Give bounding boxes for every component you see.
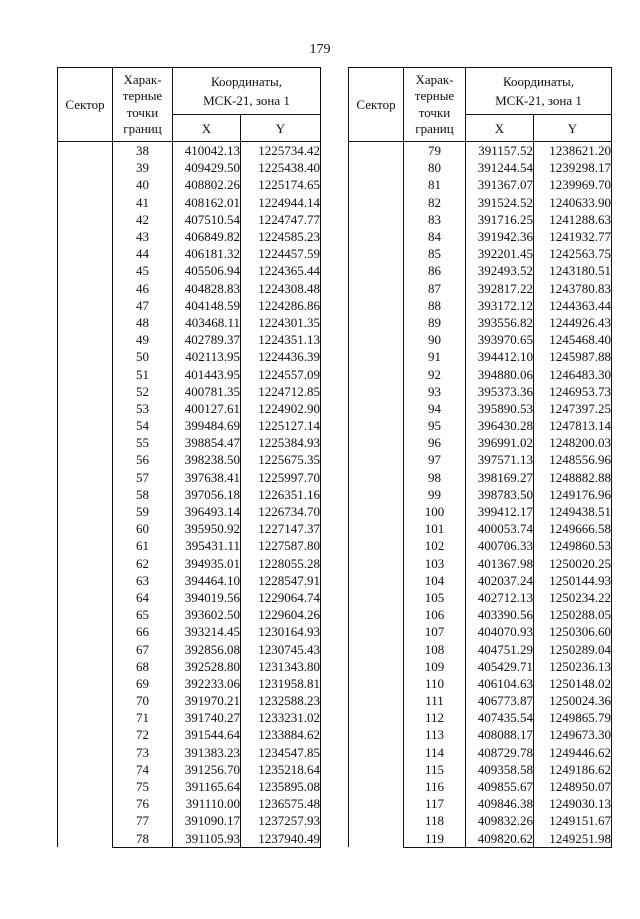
x-coordinate-cell: 409429.50	[173, 159, 241, 176]
y-coordinate-cell: 1224457.59	[241, 245, 321, 262]
y-coordinate-cell: 1226351.16	[241, 486, 321, 503]
point-number-cell: 46	[113, 280, 173, 297]
y-coordinate-cell: 1224308.48	[241, 280, 321, 297]
point-number-cell: 63	[113, 572, 173, 589]
point-number-cell: 95	[404, 417, 466, 434]
point-number-cell: 48	[113, 314, 173, 331]
x-coordinate-cell: 391157.52	[466, 142, 534, 160]
x-coordinate-cell: 398238.50	[173, 451, 241, 468]
point-number-cell: 116	[404, 778, 466, 795]
point-number-cell: 84	[404, 228, 466, 245]
y-coordinate-cell: 1224747.77	[241, 211, 321, 228]
point-number-cell: 118	[404, 812, 466, 829]
y-coordinate-cell: 1224902.90	[241, 400, 321, 417]
point-number-cell: 109	[404, 658, 466, 675]
x-coordinate-cell: 395373.36	[466, 383, 534, 400]
y-coordinate-cell: 1233884.62	[241, 726, 321, 743]
x-coordinate-cell: 397571.13	[466, 451, 534, 468]
point-number-cell: 104	[404, 572, 466, 589]
point-number-cell: 92	[404, 365, 466, 382]
point-number-cell: 91	[404, 348, 466, 365]
point-number-cell: 101	[404, 520, 466, 537]
y-coordinate-cell: 1249446.62	[534, 744, 612, 761]
x-coordinate-cell: 397056.18	[173, 486, 241, 503]
point-number-cell: 114	[404, 744, 466, 761]
x-coordinate-cell: 404751.29	[466, 640, 534, 657]
point-number-cell: 72	[113, 726, 173, 743]
point-number-cell: 87	[404, 280, 466, 297]
x-coordinate-cell: 396991.02	[466, 434, 534, 451]
point-number-cell: 70	[113, 692, 173, 709]
point-number-cell: 67	[113, 640, 173, 657]
x-coordinate-cell: 394935.01	[173, 555, 241, 572]
y-coordinate-cell: 1230745.43	[241, 640, 321, 657]
point-number-cell: 111	[404, 692, 466, 709]
y-coordinate-cell: 1224557.09	[241, 365, 321, 382]
y-coordinate-cell: 1225675.35	[241, 451, 321, 468]
point-number-cell: 77	[113, 812, 173, 829]
y-coordinate-cell: 1239298.17	[534, 159, 612, 176]
y-coordinate-cell: 1229604.26	[241, 606, 321, 623]
y-coordinate-cell: 1245987.88	[534, 348, 612, 365]
y-coordinate-cell: 1224944.14	[241, 194, 321, 211]
points-header: Харак- терные точки границ	[404, 68, 466, 142]
x-header: X	[173, 115, 241, 142]
y-header: Y	[534, 115, 612, 142]
y-coordinate-cell: 1247813.14	[534, 417, 612, 434]
x-coordinate-cell: 404148.59	[173, 297, 241, 314]
y-coordinate-cell: 1250148.02	[534, 675, 612, 692]
y-coordinate-cell: 1243180.51	[534, 262, 612, 279]
point-number-cell: 43	[113, 228, 173, 245]
point-number-cell: 69	[113, 675, 173, 692]
x-coordinate-cell: 393172.12	[466, 297, 534, 314]
coordinates-table-right	[348, 67, 612, 848]
x-coordinate-cell: 400781.35	[173, 383, 241, 400]
point-number-cell: 85	[404, 245, 466, 262]
point-number-cell: 68	[113, 658, 173, 675]
x-coordinate-cell: 409855.67	[466, 778, 534, 795]
y-coordinate-cell: 1236575.48	[241, 795, 321, 812]
y-coordinate-cell: 1246483.30	[534, 365, 612, 382]
x-coordinate-cell: 399412.17	[466, 503, 534, 520]
x-coordinate-cell: 401367.98	[466, 555, 534, 572]
y-coordinate-cell: 1242563.75	[534, 245, 612, 262]
x-coordinate-cell: 405506.94	[173, 262, 241, 279]
x-coordinate-cell: 403468.11	[173, 314, 241, 331]
x-coordinate-cell: 407435.54	[466, 709, 534, 726]
x-coordinate-cell: 410042.13	[173, 142, 241, 160]
point-number-cell: 97	[404, 451, 466, 468]
y-coordinate-cell: 1250144.93	[534, 572, 612, 589]
x-coordinate-cell: 396430.28	[466, 417, 534, 434]
point-number-cell: 60	[113, 520, 173, 537]
x-coordinate-cell: 391970.21	[173, 692, 241, 709]
y-coordinate-cell: 1243780.83	[534, 280, 612, 297]
y-coordinate-cell: 1249865.79	[534, 709, 612, 726]
y-coordinate-cell: 1225174.65	[241, 176, 321, 193]
x-coordinate-cell: 391256.70	[173, 761, 241, 778]
point-number-cell: 78	[113, 830, 173, 848]
x-coordinate-cell: 391090.17	[173, 812, 241, 829]
x-coordinate-cell: 391105.93	[173, 830, 241, 848]
x-coordinate-cell: 391383.23	[173, 744, 241, 761]
y-coordinate-cell: 1228547.91	[241, 572, 321, 589]
coordinates-header: Координаты, МСК-21, зона 1	[466, 68, 612, 115]
y-coordinate-cell: 1231343.80	[241, 658, 321, 675]
point-number-cell: 55	[113, 434, 173, 451]
y-coordinate-cell: 1228055.28	[241, 555, 321, 572]
y-coordinate-cell: 1250236.13	[534, 658, 612, 675]
x-coordinate-cell: 394412.10	[466, 348, 534, 365]
point-number-cell: 71	[113, 709, 173, 726]
point-number-cell: 82	[404, 194, 466, 211]
x-coordinate-cell: 393556.82	[466, 314, 534, 331]
x-coordinate-cell: 392817.22	[466, 280, 534, 297]
y-coordinate-cell: 1233231.02	[241, 709, 321, 726]
y-coordinate-cell: 1224301.35	[241, 314, 321, 331]
point-number-cell: 103	[404, 555, 466, 572]
y-coordinate-cell: 1248950.07	[534, 778, 612, 795]
y-coordinate-cell: 1249251.98	[534, 830, 612, 848]
y-coordinate-cell: 1237940.49	[241, 830, 321, 848]
point-number-cell: 115	[404, 761, 466, 778]
coordinates-header: Координаты, МСК-21, зона 1	[173, 68, 321, 115]
point-number-cell: 45	[113, 262, 173, 279]
y-coordinate-cell: 1244363.44	[534, 297, 612, 314]
y-coordinate-cell: 1239969.70	[534, 176, 612, 193]
point-number-cell: 99	[404, 486, 466, 503]
x-coordinate-cell: 402037.24	[466, 572, 534, 589]
x-coordinate-cell: 404828.83	[173, 280, 241, 297]
x-coordinate-cell: 392528.80	[173, 658, 241, 675]
point-number-cell: 106	[404, 606, 466, 623]
y-coordinate-cell: 1235895.08	[241, 778, 321, 795]
x-coordinate-cell: 398783.50	[466, 486, 534, 503]
point-number-cell: 57	[113, 469, 173, 486]
y-coordinate-cell: 1238621.20	[534, 142, 612, 160]
x-coordinate-cell: 392233.06	[173, 675, 241, 692]
point-number-cell: 50	[113, 348, 173, 365]
y-coordinate-cell: 1241288.63	[534, 211, 612, 228]
y-coordinate-cell: 1249860.53	[534, 537, 612, 554]
x-coordinate-cell: 408088.17	[466, 726, 534, 743]
table-row	[58, 142, 321, 160]
page-number: 179	[309, 42, 331, 57]
x-coordinate-cell: 394880.06	[466, 365, 534, 382]
x-coordinate-cell: 399484.69	[173, 417, 241, 434]
x-coordinate-cell: 400706.33	[466, 537, 534, 554]
point-number-cell: 40	[113, 176, 173, 193]
point-number-cell: 88	[404, 297, 466, 314]
y-coordinate-cell: 1232588.23	[241, 692, 321, 709]
x-coordinate-cell: 409820.62	[466, 830, 534, 848]
point-number-cell: 56	[113, 451, 173, 468]
y-coordinate-cell: 1250288.05	[534, 606, 612, 623]
table-row	[349, 142, 612, 160]
point-number-cell: 62	[113, 555, 173, 572]
x-coordinate-cell: 391110.00	[173, 795, 241, 812]
point-number-cell: 117	[404, 795, 466, 812]
y-coordinate-cell: 1225127.14	[241, 417, 321, 434]
x-coordinate-cell: 397638.41	[173, 469, 241, 486]
point-number-cell: 47	[113, 297, 173, 314]
x-coordinate-cell: 409358.58	[466, 761, 534, 778]
y-coordinate-cell: 1230164.93	[241, 623, 321, 640]
y-coordinate-cell: 1245468.40	[534, 331, 612, 348]
point-number-cell: 105	[404, 589, 466, 606]
point-number-cell: 64	[113, 589, 173, 606]
y-coordinate-cell: 1249666.58	[534, 520, 612, 537]
y-coordinate-cell: 1248200.03	[534, 434, 612, 451]
y-coordinate-cell: 1224286.86	[241, 297, 321, 314]
point-number-cell: 65	[113, 606, 173, 623]
point-number-cell: 73	[113, 744, 173, 761]
x-coordinate-cell: 391244.54	[466, 159, 534, 176]
x-coordinate-cell: 392201.45	[466, 245, 534, 262]
point-number-cell: 59	[113, 503, 173, 520]
x-coordinate-cell: 406849.82	[173, 228, 241, 245]
y-coordinate-cell: 1225734.42	[241, 142, 321, 160]
sector-header: Сектор	[349, 68, 404, 142]
x-coordinate-cell: 394019.56	[173, 589, 241, 606]
y-coordinate-cell: 1249186.62	[534, 761, 612, 778]
x-coordinate-cell: 393970.65	[466, 331, 534, 348]
x-coordinate-cell: 391740.27	[173, 709, 241, 726]
point-number-cell: 113	[404, 726, 466, 743]
point-number-cell: 76	[113, 795, 173, 812]
y-coordinate-cell: 1250020.25	[534, 555, 612, 572]
x-coordinate-cell: 408162.01	[173, 194, 241, 211]
y-header: Y	[241, 115, 321, 142]
point-number-cell: 102	[404, 537, 466, 554]
point-number-cell: 58	[113, 486, 173, 503]
point-number-cell: 112	[404, 709, 466, 726]
point-number-cell: 51	[113, 365, 173, 382]
x-coordinate-cell: 403390.56	[466, 606, 534, 623]
point-number-cell: 66	[113, 623, 173, 640]
y-coordinate-cell: 1225997.70	[241, 469, 321, 486]
x-coordinate-cell: 398169.27	[466, 469, 534, 486]
x-coordinate-cell: 391942.36	[466, 228, 534, 245]
y-coordinate-cell: 1224351.13	[241, 331, 321, 348]
point-number-cell: 94	[404, 400, 466, 417]
point-number-cell: 107	[404, 623, 466, 640]
point-number-cell: 41	[113, 194, 173, 211]
y-coordinate-cell: 1249030.13	[534, 795, 612, 812]
x-coordinate-cell: 391716.25	[466, 211, 534, 228]
point-number-cell: 61	[113, 537, 173, 554]
y-coordinate-cell: 1235218.64	[241, 761, 321, 778]
x-coordinate-cell: 391367.07	[466, 176, 534, 193]
point-number-cell: 119	[404, 830, 466, 848]
point-number-cell: 83	[404, 211, 466, 228]
x-coordinate-cell: 406773.87	[466, 692, 534, 709]
x-coordinate-cell: 393602.50	[173, 606, 241, 623]
x-coordinate-cell: 395890.53	[466, 400, 534, 417]
point-number-cell: 52	[113, 383, 173, 400]
x-coordinate-cell: 407510.54	[173, 211, 241, 228]
point-number-cell: 108	[404, 640, 466, 657]
point-number-cell: 75	[113, 778, 173, 795]
y-coordinate-cell: 1249151.67	[534, 812, 612, 829]
y-coordinate-cell: 1231958.81	[241, 675, 321, 692]
sector-header: Сектор	[58, 68, 113, 142]
y-coordinate-cell: 1250234.22	[534, 589, 612, 606]
right-table-body	[349, 142, 612, 848]
x-coordinate-cell: 401443.95	[173, 365, 241, 382]
y-coordinate-cell: 1241932.77	[534, 228, 612, 245]
y-coordinate-cell: 1237257.93	[241, 812, 321, 829]
y-coordinate-cell: 1250289.04	[534, 640, 612, 657]
x-coordinate-cell: 391165.64	[173, 778, 241, 795]
y-coordinate-cell: 1248556.96	[534, 451, 612, 468]
x-coordinate-cell: 395950.92	[173, 520, 241, 537]
y-coordinate-cell: 1247397.25	[534, 400, 612, 417]
y-coordinate-cell: 1234547.85	[241, 744, 321, 761]
x-coordinate-cell: 392856.08	[173, 640, 241, 657]
x-coordinate-cell: 394464.10	[173, 572, 241, 589]
point-number-cell: 80	[404, 159, 466, 176]
point-number-cell: 100	[404, 503, 466, 520]
point-number-cell: 89	[404, 314, 466, 331]
x-coordinate-cell: 406181.32	[173, 245, 241, 262]
point-number-cell: 86	[404, 262, 466, 279]
point-number-cell: 93	[404, 383, 466, 400]
coordinates-table-left	[57, 67, 321, 848]
y-coordinate-cell: 1227587.80	[241, 537, 321, 554]
x-coordinate-cell: 391524.52	[466, 194, 534, 211]
point-number-cell: 44	[113, 245, 173, 262]
point-number-cell: 90	[404, 331, 466, 348]
x-coordinate-cell: 408729.78	[466, 744, 534, 761]
x-coordinate-cell: 391544.64	[173, 726, 241, 743]
points-header: Харак- терные точки границ	[113, 68, 173, 142]
x-coordinate-cell: 400053.74	[466, 520, 534, 537]
y-coordinate-cell: 1250024.36	[534, 692, 612, 709]
point-number-cell: 98	[404, 469, 466, 486]
x-coordinate-cell: 400127.61	[173, 400, 241, 417]
point-number-cell: 54	[113, 417, 173, 434]
point-number-cell: 49	[113, 331, 173, 348]
y-coordinate-cell: 1224712.85	[241, 383, 321, 400]
x-coordinate-cell: 408802.26	[173, 176, 241, 193]
sector-cell	[58, 142, 113, 848]
x-coordinate-cell: 398854.47	[173, 434, 241, 451]
point-number-cell: 74	[113, 761, 173, 778]
x-coordinate-cell: 409846.38	[466, 795, 534, 812]
y-coordinate-cell: 1229064.74	[241, 589, 321, 606]
y-coordinate-cell: 1246953.73	[534, 383, 612, 400]
x-coordinate-cell: 395431.11	[173, 537, 241, 554]
point-number-cell: 42	[113, 211, 173, 228]
y-coordinate-cell: 1250306.60	[534, 623, 612, 640]
sector-cell	[349, 142, 404, 848]
y-coordinate-cell: 1227147.37	[241, 520, 321, 537]
left-table-body	[58, 142, 321, 848]
y-coordinate-cell: 1224585.23	[241, 228, 321, 245]
y-coordinate-cell: 1225438.40	[241, 159, 321, 176]
y-coordinate-cell: 1240633.90	[534, 194, 612, 211]
point-number-cell: 38	[113, 142, 173, 160]
y-coordinate-cell: 1226734.70	[241, 503, 321, 520]
point-number-cell: 53	[113, 400, 173, 417]
x-coordinate-cell: 402712.13	[466, 589, 534, 606]
y-coordinate-cell: 1249438.51	[534, 503, 612, 520]
x-coordinate-cell: 405429.71	[466, 658, 534, 675]
x-coordinate-cell: 406104.63	[466, 675, 534, 692]
x-coordinate-cell: 396493.14	[173, 503, 241, 520]
y-coordinate-cell: 1244926.43	[534, 314, 612, 331]
x-coordinate-cell: 393214.45	[173, 623, 241, 640]
x-coordinate-cell: 402113.95	[173, 348, 241, 365]
y-coordinate-cell: 1225384.93	[241, 434, 321, 451]
x-coordinate-cell: 404070.93	[466, 623, 534, 640]
x-coordinate-cell: 392493.52	[466, 262, 534, 279]
x-coordinate-cell: 409832.26	[466, 812, 534, 829]
point-number-cell: 79	[404, 142, 466, 160]
y-coordinate-cell: 1224365.44	[241, 262, 321, 279]
point-number-cell: 81	[404, 176, 466, 193]
y-coordinate-cell: 1249673.30	[534, 726, 612, 743]
y-coordinate-cell: 1249176.96	[534, 486, 612, 503]
point-number-cell: 96	[404, 434, 466, 451]
x-coordinate-cell: 402789.37	[173, 331, 241, 348]
x-header: X	[466, 115, 534, 142]
point-number-cell: 39	[113, 159, 173, 176]
point-number-cell: 110	[404, 675, 466, 692]
y-coordinate-cell: 1224436.39	[241, 348, 321, 365]
y-coordinate-cell: 1248882.88	[534, 469, 612, 486]
